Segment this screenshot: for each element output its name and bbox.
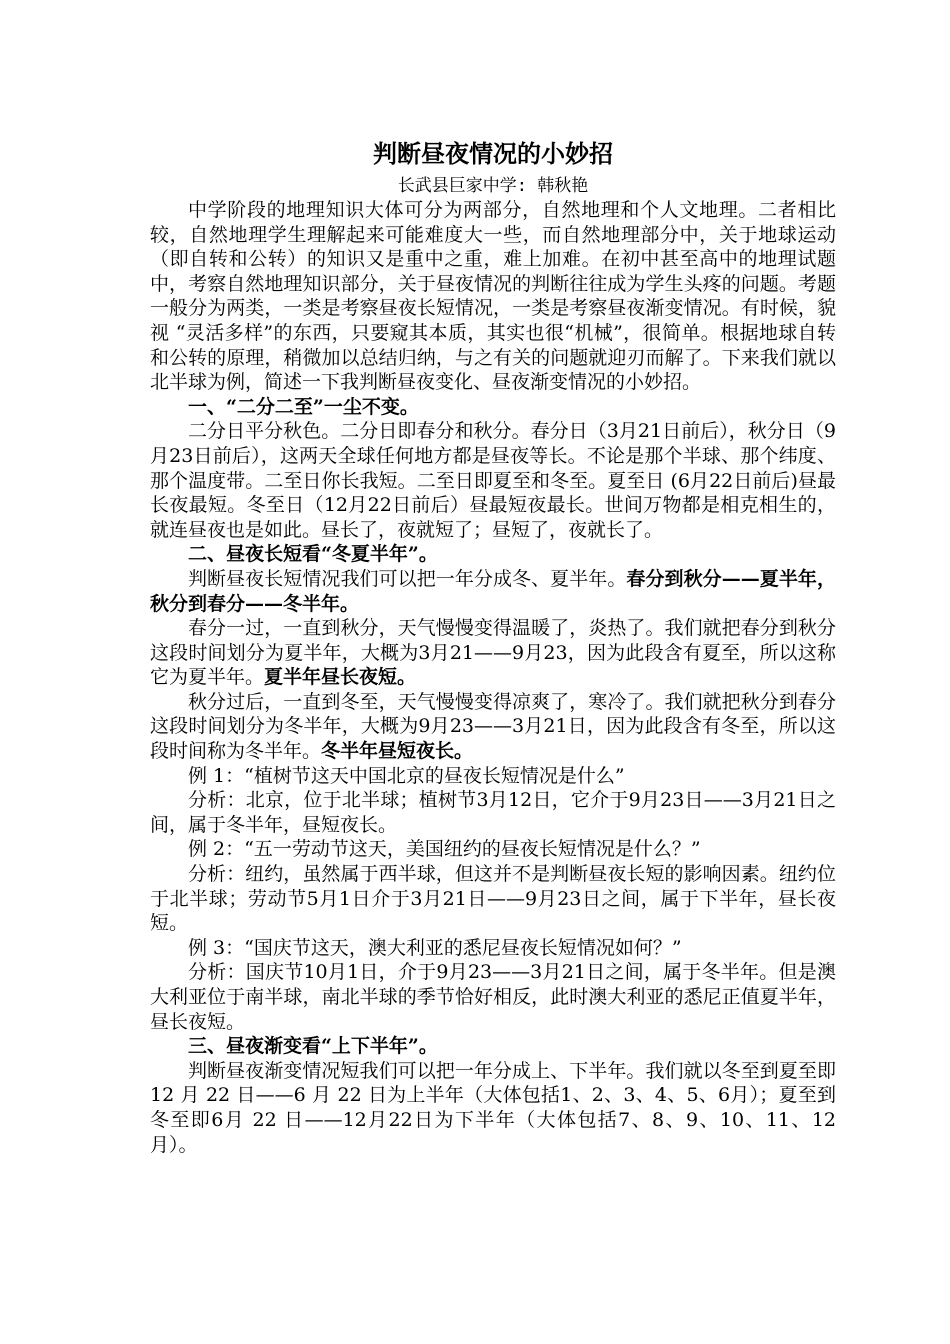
section-2-p3-text: 秋分过后，一直到冬至，天气慢慢变得凉爽了，寒冷了。我们就把秋分到春分这段时间划分为冬半年，大概为9月23——3月21日，因为此段含有冬至，所以这段时间称为冬半年。 (150, 690, 836, 763)
intro-paragraph: 中学阶段的地理知识大体可分为两部分，自然地理和个人文地理。二者相比较，自然地理学生理解起来可能难度大一些，而自然地理部分中，关于地球运动（即自转和公转）的知识又是重中之重，难上加难。在初中甚至高中的地理试题中，考察自然地理知识部分，关于昼夜情况的判断往往成为学生头疼的问题。考题一般分为两类，一类是考察昼夜长短情况，一类是考察昼夜渐变情况。有时候，貌视 “灵活多样”的东西，只要窥其本质，其实也很“机械”，很简单。根据地球自转和公转的原理，稍微加以总结归纳，与之有关的问题就迎刃而解了。下来我们就以北半球为例，简述一下我判断昼夜变化、昼夜渐变情况的小妙招。 (150, 199, 836, 394)
section-1-heading: 一、“二分二至”一尘不变。 (188, 395, 419, 418)
section-2-p2-text: 春分一过，一直到秋分，天气慢慢变得温暖了，炎热了。我们就把春分到秋分这段时间划分为夏半年，大概为3月21——9月23，因为此段含有夏至，所以这称它为夏半年。 (150, 617, 836, 689)
section-1-body: 二分日平分秋色。二分日即春分和秋分。春分日（3月21日前后），秋分日（9月23日前后），这两天全球任何地方都是昼夜等长。不论是那个半球、那个纬度、那个温度带。二至日你长我短。二至日即夏至和冬至。夏至日 (6月22日前后)昼最长夜最短。冬至日（12月22日前后）昼最短夜最长。世间万物都是相克相生的，就连昼夜也是如此。昼长了，夜就短了；昼短了，夜就长了。 (150, 420, 836, 541)
section-2-paragraph-2 (150, 616, 836, 690)
section-2-p3-bold: 冬半年昼短夜长。 (321, 740, 474, 763)
example-1-question: 例 1：“植树节这天中国北京的昼夜长短情况是什么” (188, 764, 625, 787)
example-1-analysis: 分析：北京，位于北半球；植树节3月12日，它介于9月23日——3月21日之间，属于冬半年，昼短夜长。 (150, 789, 836, 836)
example-2-question: 例 2：“五一劳动节这天，美国纽约的昼夜长短情况是什么？” (188, 838, 701, 861)
section-2-heading: 二、昼夜长短看“冬夏半年”。 (188, 543, 438, 566)
section-2-paragraph-1 (150, 567, 836, 616)
section-2-paragraph-3 (150, 690, 836, 764)
section-2-p2-bold: 夏半年昼长夜短。 (264, 666, 417, 689)
example-3-analysis: 分析：国庆节10月1日，介于9月23——3月21日之间，属于冬半年。但是澳大利亚位于南半球，南北半球的季节恰好相反，此时澳大利亚的悉尼正值夏半年，昼长夜短。 (150, 961, 836, 1033)
section-3-heading: 三、昼夜渐变看“上下半年”。 (188, 1035, 438, 1058)
document-page (150, 138, 836, 1157)
section-2-p1-bold: 春分到秋分——夏半年，秋分到春分——冬半年。 (150, 567, 836, 615)
section-2-p1-text: 判断昼夜长短情况我们可以把一年分成冬、夏半年。 (188, 567, 627, 590)
example-2-analysis: 分析：纽约，虽然属于西半球，但这并不是判断昼夜长短的影响因素。纽约位于北半球；劳动节5月1日介于3月21日——9月23日之间，属于下半年，昼长夜短。 (150, 863, 836, 935)
document-title: 判断昼夜情况的小妙招 (373, 140, 613, 168)
author-line: 长武县巨家中学: 韩秋艳 (397, 176, 589, 196)
example-3-question: 例 3：“国庆节这天，澳大利亚的悉尼昼夜长短情况如何？” (188, 936, 682, 959)
section-3-body: 判断昼夜渐变情况短我们可以把一年分成上、下半年。我们就以冬至到夏至即 12 月 22 日——6 月 22 日为上半年（大体包括1、2、3、4、5、6月）；夏至到冬至即6月 22 日——12月22日为下半年（大体包括7、8、9、10、11、12月）。 (150, 1059, 836, 1156)
